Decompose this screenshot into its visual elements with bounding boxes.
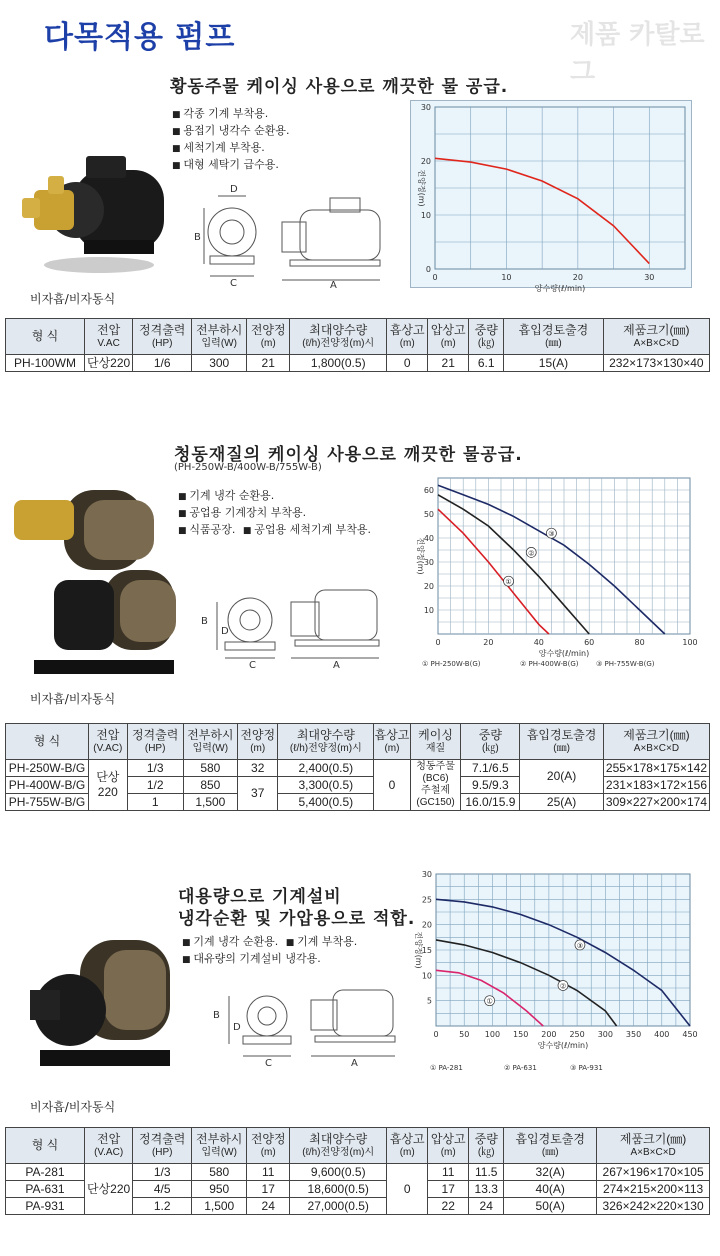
x-tick-label: 200: [541, 1030, 557, 1039]
y-tick-label: 60: [423, 486, 434, 495]
y-axis-label: 전양정(m): [414, 931, 423, 969]
x-tick-label: 40: [533, 638, 544, 647]
th-lift: 압상고 (m): [428, 319, 469, 355]
th-diam: 흡입경토출경 (㎜): [504, 319, 603, 355]
series-label: ②: [559, 982, 567, 991]
spec-table-3: 형 식 전압 (V.AC) 정격출력 (HP) 전부하시 입력(W) 전양정 (m) 최대양수량 (ℓ/h)전양정(m)시 흡상고 (m) 압상고 (m) 중량 (㎏) 흡입경토출경 (㎜) 제품크기(㎜) A×B×C×D PA-281 단상220 1/3 580 11 9,600(0.5) 0 11 11.5 32(A) 267×196×170×105 PA-631 4/5 950 17 18,600(0.5) 17 13.3 40(A) 274×215×200×113 PA-931 1.2 1,500 24 27,000(0.5) 22 24 50(A) 326×242×220×130: [5, 1127, 710, 1215]
th-suction: 흡상고 (m): [387, 319, 428, 355]
svg-text:B: B: [201, 616, 208, 627]
spec-table-1: [5, 318, 710, 372]
legend-entry: ③ PA-931: [570, 1064, 603, 1072]
th-flow: 최대양수량 (ℓ/h)전양정(m)시: [290, 319, 387, 355]
section2-headline: 청동재질의 케이싱 사용으로 깨끗한 물공급.: [174, 445, 523, 465]
x-tick-label: 50: [459, 1030, 470, 1039]
x-tick-label: 20: [572, 273, 583, 282]
section1-features: [172, 106, 290, 174]
pump-photo-2: [4, 470, 184, 680]
table-row: PH-100WM 단상220 1/6 300 21 1,800(0.5) 0 21 6.1 15(A) 232×173×130×40: [6, 355, 710, 372]
svg-text:B: B: [213, 1010, 220, 1021]
x-tick-label: 0: [435, 638, 441, 647]
y-tick-label: 30: [421, 870, 432, 879]
y-tick-label: 30: [420, 103, 431, 112]
y-tick-label: 50: [423, 510, 434, 519]
svg-text:A: A: [351, 1058, 358, 1069]
th-weight: 중량 (㎏): [469, 319, 504, 355]
section3-headline: 대용량으로 기계설비: [178, 887, 342, 907]
x-tick-label: 300: [597, 1030, 613, 1039]
table-row: PH-400W-B/G 1/2 850 37 3,300(0.5) 9.5/9.3 231×183×172×156: [6, 777, 710, 794]
pump-photo-3: [20, 920, 180, 1080]
dimension-drawing-1: [190, 180, 400, 290]
feature-item: ■ 대형 세탁기 급수용.: [172, 157, 290, 174]
series-label: ②: [528, 549, 535, 558]
x-tick-label: 150: [513, 1030, 529, 1039]
table-row: PH-250W-B/G 단상 220 1/3 580 32 2,400(0.5) 0 청동주물 (BC6) 주철제 (GC150) 7.1/6.5 20(A) 255×178×175×142: [6, 760, 710, 777]
x-tick-label: 0: [432, 273, 438, 282]
dim-label-b: B: [194, 232, 201, 243]
legend-entry: ③ PH-755W-B(G): [596, 660, 655, 668]
feature-item: ■ 용접기 냉각수 순환용.: [172, 123, 290, 140]
dim-label-c: C: [230, 278, 237, 289]
feature-item: ■ 기계 냉각 순환용.: [178, 488, 371, 505]
th-voltage: 전압 V.AC: [85, 319, 133, 355]
y-tick-label: 10: [420, 211, 431, 220]
section1-headline: 황동주물 케이싱 사용으로 깨끗한 물 공급.: [170, 77, 509, 97]
y-tick-label: 10: [421, 971, 432, 981]
table-row: PA-931 1.2 1,500 24 27,000(0.5) 22 24 50(A) 326×242×220×130: [6, 1198, 710, 1215]
section3-headline2: 냉각순환 및 가압용으로 적합.: [178, 909, 416, 929]
section3-features: ■ 기계 냉각 순환용. ■ 기계 부착용. ■ 대유량의 기계설비 냉각용.: [182, 934, 402, 968]
section1-photo-caption: 비자흡/비자동식: [30, 292, 116, 306]
svg-text:A: A: [333, 660, 340, 671]
y-tick-label: 15: [421, 946, 432, 955]
pump-photo-1: [14, 140, 174, 280]
dim-label-a: A: [330, 280, 337, 291]
feature-item: ■ 공업용 세척기계 부착용.: [243, 523, 371, 536]
feature-item: ■ 각종 기계 부착용.: [172, 106, 290, 123]
x-tick-label: 60: [584, 638, 595, 647]
chart-3: [408, 866, 708, 1076]
th-model: 형 식: [6, 319, 85, 355]
x-tick-label: 100: [682, 638, 698, 647]
legend-entry: ① PA-281: [430, 1064, 463, 1072]
section3-photo-caption: 비자흡/비자동식: [30, 1100, 116, 1114]
dimension-drawing-3: [205, 978, 410, 1068]
svg-text:D: D: [221, 626, 229, 637]
y-tick-label: 10: [423, 606, 434, 615]
svg-text:C: C: [249, 660, 256, 671]
y-tick-label: 30: [423, 558, 434, 567]
y-tick-label: 0: [425, 265, 431, 274]
svg-text:C: C: [265, 1058, 272, 1069]
x-tick-label: 10: [501, 273, 512, 282]
legend-entry: ② PH-400W-B(G): [520, 660, 579, 668]
x-axis-label: 양수량(ℓ/min): [538, 649, 590, 658]
feature-item: ■ 세척기계 부착용.: [172, 140, 290, 157]
section2-photo-caption: 비자흡/비자동식: [30, 692, 116, 706]
th-watt: 전부하시 입력(W): [192, 319, 247, 355]
series-label: ③: [548, 530, 555, 539]
y-axis-label: 전양정(m): [417, 169, 426, 207]
y-tick-label: 20: [420, 157, 431, 166]
watermark-text: 제품 카탈로그: [570, 20, 705, 87]
legend-entry: ② PA-631: [504, 1064, 537, 1072]
x-axis-label: 양수량(ℓ/min): [534, 284, 586, 293]
x-tick-label: 250: [569, 1030, 585, 1039]
table-row: PA-631 4/5 950 17 18,600(0.5) 17 13.3 40(A) 274×215×200×113: [6, 1181, 710, 1198]
x-tick-label: 100: [484, 1030, 501, 1039]
y-tick-label: 5: [426, 996, 432, 1006]
x-tick-label: 80: [634, 638, 645, 647]
th-head: 전양정 (m): [247, 319, 290, 355]
dimension-drawing-2: [195, 580, 400, 670]
x-tick-label: 400: [654, 1030, 670, 1039]
x-tick-label: 0: [433, 1030, 439, 1039]
y-axis-label: 전양정(m): [416, 537, 425, 575]
chart-3-svg: [408, 866, 708, 1076]
th-hp: 정격출력 (HP): [133, 319, 192, 355]
legend-entry: ① PH-250W-B(G): [422, 660, 481, 668]
chart-2: [410, 470, 702, 670]
table-row: PA-281 단상220 1/3 580 11 9,600(0.5) 0 11 11.5 32(A) 267×196×170×105: [6, 1164, 710, 1181]
spec-table-2: 형 식 전압 (V.AC) 정격출력 (HP) 전부하시 입력(W) 전양정 (m) 최대양수량 (ℓ/h)전양정(m)시 흡상고 (m) 케이싱 재질 중량 (㎏) 흡입경토출경 (㎜) 제품크기(㎜) A×B×C×D PH-250W-B/G 단상 220 1/3 580 32 2,400(0.5) 0 청동주물 (BC6) 주철제 (GC150) 7.1/6.5 20(A) 255×178×175×142 PH-400W-B/G 1/2 850 37 3,300(0.5) 9.5/9.3 231×183×172×156 PH-755W-B/G 1 1,500 5,400(0.5) 16.0/15.9 25(A) 309×227×200×174: [5, 723, 710, 811]
x-tick-label: 20: [483, 638, 494, 647]
series-label: ③: [576, 941, 584, 950]
section2-model-note: (PH-250W-B/400W-B/755W-B): [174, 462, 322, 473]
chart-1-svg: [411, 101, 691, 293]
x-tick-label: 350: [625, 1030, 642, 1039]
page-title: 다목적용 펌프: [44, 20, 236, 55]
y-tick-label: 20: [423, 582, 434, 591]
y-tick-label: 25: [421, 895, 432, 905]
chart-1: [410, 100, 692, 293]
section2-features: [178, 488, 371, 539]
y-tick-label: 40: [423, 534, 434, 543]
x-tick-label: 450: [682, 1030, 698, 1039]
chart-2-svg: [410, 470, 702, 670]
table-row: PH-755W-B/G 1 1,500 5,400(0.5) 16.0/15.9 25(A) 309×227×200×174: [6, 794, 710, 811]
series-label: ①: [505, 578, 512, 587]
th-size: 제품크기(㎜) A×B×C×D: [603, 319, 709, 355]
feature-item: ■ 공업용 기계장치 부착용.: [178, 505, 371, 522]
y-tick-label: 20: [421, 920, 432, 930]
feature-item: ■ 식품공장.: [178, 523, 235, 536]
series-label: ①: [486, 997, 493, 1006]
dim-label-d: D: [230, 184, 238, 195]
svg-text:D: D: [233, 1022, 241, 1033]
x-tick-label: 30: [644, 273, 655, 282]
x-axis-label: 양수량(ℓ/min): [537, 1041, 589, 1050]
